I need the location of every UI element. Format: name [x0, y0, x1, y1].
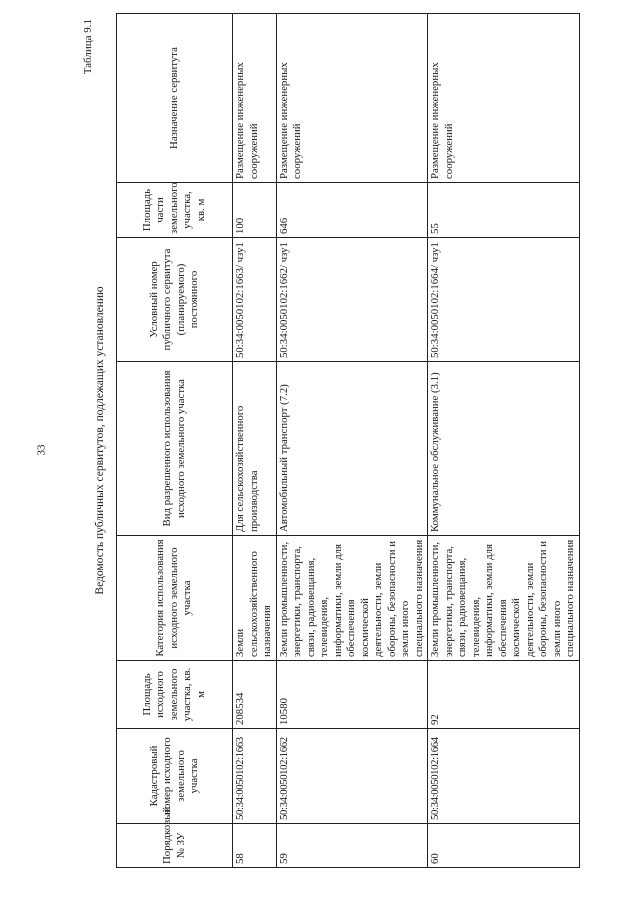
page-number: 33	[35, 444, 48, 456]
cell-part-area: 100	[233, 183, 277, 238]
cell-part-area: 55	[428, 183, 580, 238]
column-header-no: Порядковый № ЗУ	[117, 824, 233, 868]
cell-servitude-no: 50:34:0050102:1664/ чзу1	[428, 238, 580, 362]
table-row	[233, 14, 277, 868]
cell-use: Коммунальное обслуживание (3.1)	[428, 362, 580, 536]
cell-category: Земли промышленности, энергетики, транспорта, связи, радиовещания, телевидения, информатики, земли для обеспечения космической деятельности, земли обороны, безопасности и земли иного специального назначения	[428, 536, 580, 661]
column-header-category: Категория использования исходного земельного участка	[117, 536, 233, 661]
cell-purpose: Размещение инженерных сооружений	[428, 14, 580, 183]
cell-no: 59	[276, 824, 428, 868]
column-header-purpose: Назначение сервитута	[117, 14, 233, 183]
cell-cadastral: 50:34:0050102:1664	[428, 729, 580, 824]
cell-category: Земли сельскохозяйственного назначения	[233, 536, 277, 661]
cell-use: Автомобильный транспорт (7.2)	[276, 362, 428, 536]
table-row	[428, 14, 580, 868]
column-header-servitude-no: Условный номер публичного сервитута (планируемого) постоянного	[117, 238, 233, 362]
cell-purpose: Размещение инженерных сооружений	[276, 14, 428, 183]
table-row	[276, 14, 428, 868]
cell-servitude-no: 50:34:0050102:1662/ чзу1	[276, 238, 428, 362]
cell-use: Для сельскохозяйственного производства	[233, 362, 277, 536]
cell-no: 58	[233, 824, 277, 868]
cell-servitude-no: 50:34:0050102:1663/ чзу1	[233, 238, 277, 362]
servitude-table	[116, 13, 580, 868]
cell-area: 92	[428, 661, 580, 729]
table-label: Таблица 9.1	[82, 19, 94, 75]
column-header-cadastral: Кадастровый номер исходного земельного участка	[117, 729, 233, 824]
header-row	[117, 14, 233, 868]
cell-no: 60	[428, 824, 580, 868]
cell-purpose: Размещение инженерных сооружений	[233, 14, 277, 183]
cell-area: 10580	[276, 661, 428, 729]
cell-category: Земли промышленности, энергетики, транспорта, связи, радиовещания, телевидения, информатики, земли для обеспечения космической деятельности, земли обороны, безопасности и земли иного специального назначения	[276, 536, 428, 661]
column-header-area: Площадь исходного земельного участка, кв. м	[117, 661, 233, 729]
cell-cadastral: 50:34:0050102:1662	[276, 729, 428, 824]
column-header-part-area: Площадь части земельного участка, кв. м	[117, 183, 233, 238]
table-caption: Ведомость публичных сервитутов, подлежащих установлению	[94, 286, 106, 595]
cell-part-area: 646	[276, 183, 428, 238]
rotated-table-sheet	[82, 13, 622, 868]
column-header-use: Вид разрешенного использования исходного земельного участка	[117, 362, 233, 536]
cell-cadastral: 50:34:0050102:1663	[233, 729, 277, 824]
cell-area: 208534	[233, 661, 277, 729]
